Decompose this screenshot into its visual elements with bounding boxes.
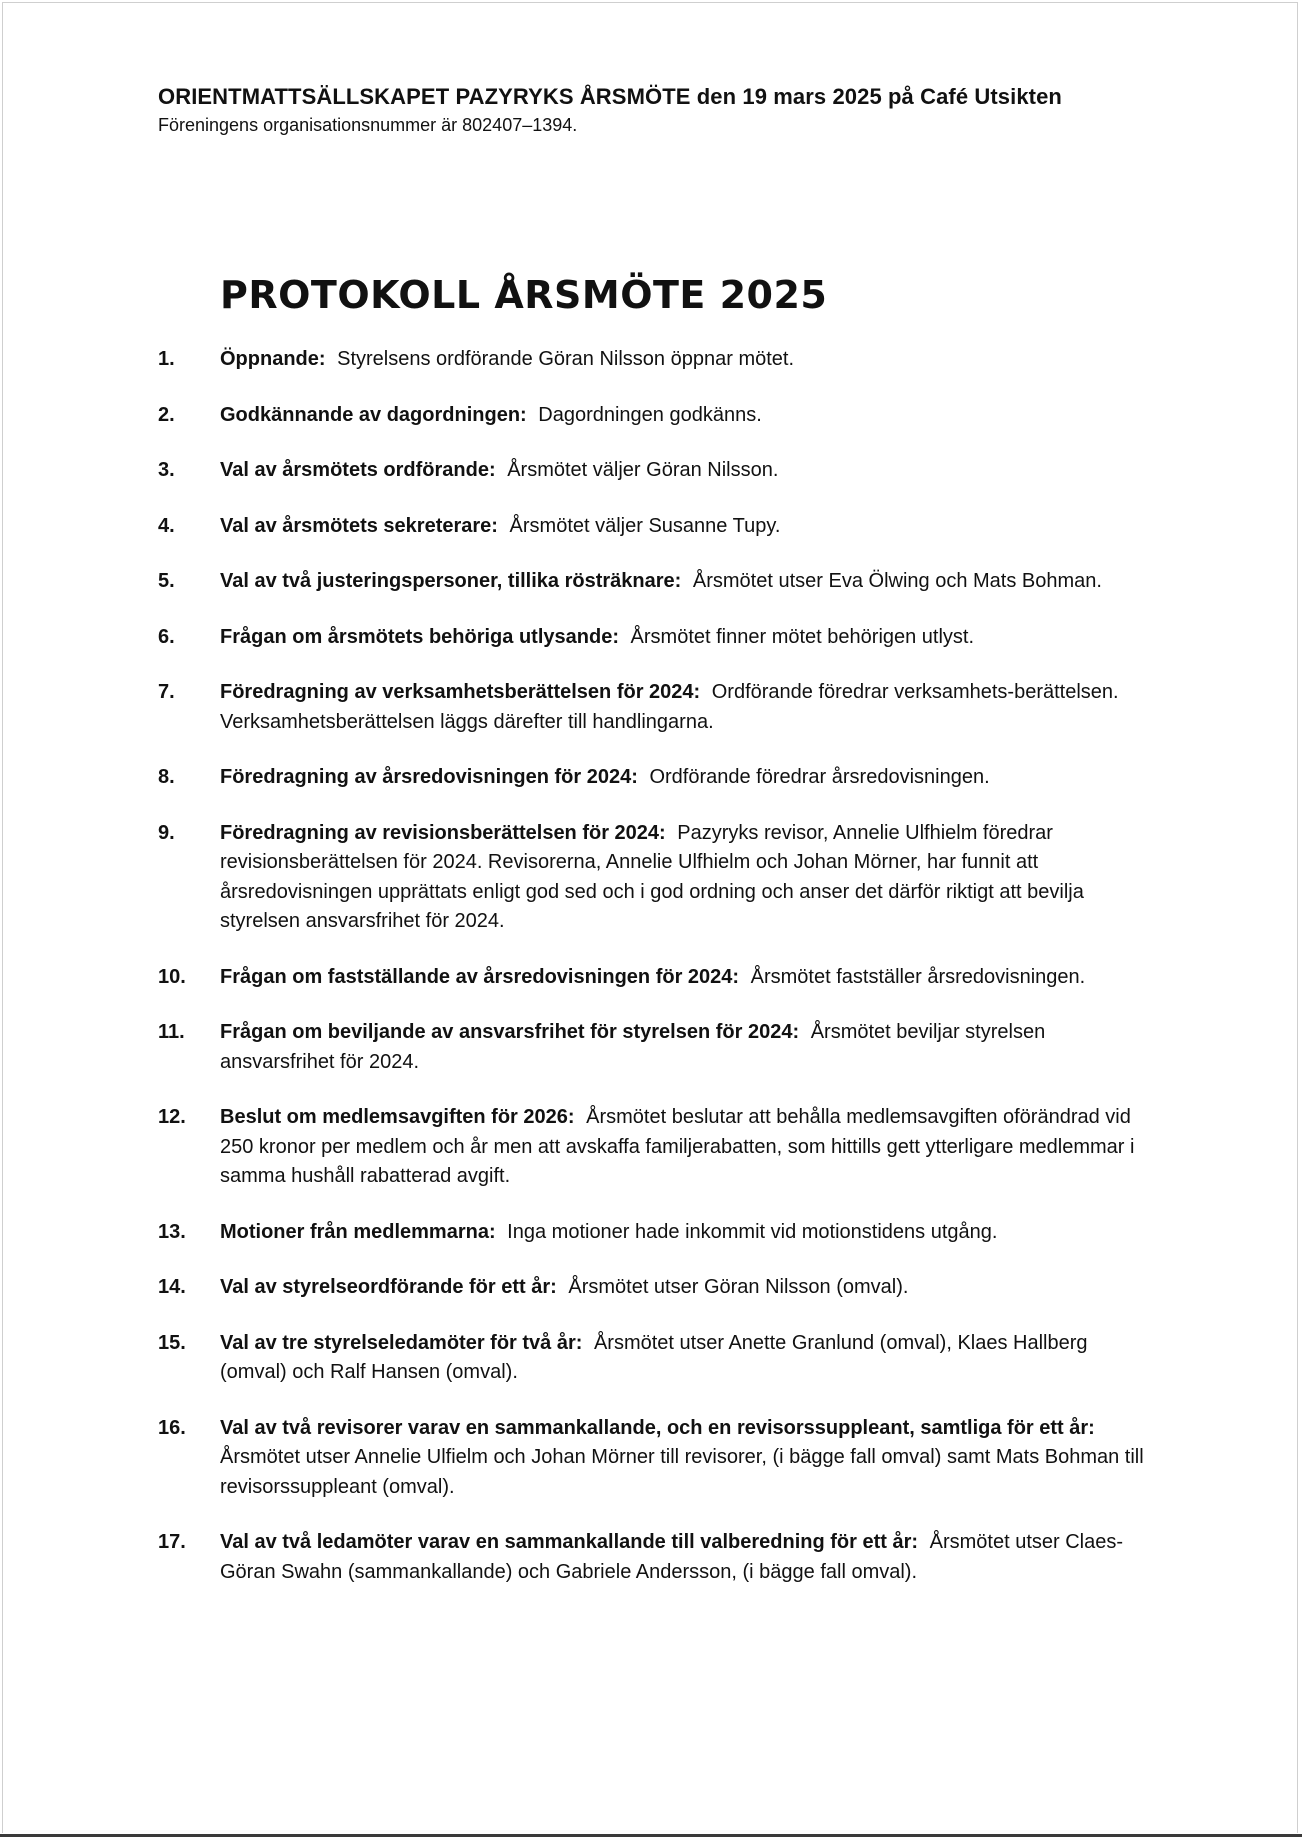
agenda-item-body <box>220 1018 1158 1077</box>
agenda-item-text: Årsmötet fastställer årsredovisningen. <box>750 965 1086 988</box>
agenda-item <box>158 1329 1158 1388</box>
agenda-item-heading: Föredragning av revisionsberättelsen för 2024: <box>220 821 666 844</box>
agenda-item-number: 15. <box>158 1331 186 1354</box>
agenda-item-text: Pazyryks revisor, Annelie Ulfhielm föredrar revisionsberättelsen för 2024. Revisorerna, Annelie Ulfhielm och Johan Mörner, har funnit att årsredovisningen upprättats enligt god sed och i god ordning och anser det därför riktigt att bevilja styrelsen ansvarsfrihet för 2024. <box>220 821 1084 932</box>
agenda-item-heading: Öppnande: <box>220 348 326 370</box>
agenda-item-body <box>220 1414 1158 1503</box>
agenda-item-number: 1. <box>158 348 175 370</box>
agenda-item-body <box>220 1218 1158 1248</box>
agenda-item-body <box>220 963 1158 993</box>
agenda-item <box>158 763 1158 793</box>
agenda-item-body <box>220 623 1158 653</box>
agenda-item-body <box>220 819 1158 937</box>
agenda-item-text: Ordförande föredrar årsredovisningen. <box>649 766 990 788</box>
agenda-item <box>158 1218 1158 1248</box>
agenda-item-number: 3. <box>158 459 175 481</box>
agenda-item-number: 12. <box>158 1106 186 1128</box>
agenda-item-body <box>220 512 1158 542</box>
agenda-item-heading: Val av två revisorer varav en sammankallande, och en revisorssuppleant, samtliga för ett år: <box>220 1416 1095 1439</box>
agenda-item <box>158 819 1158 937</box>
agenda-item-heading: Val av styrelseordförande för ett år: <box>220 1276 557 1298</box>
agenda-item-body <box>220 678 1158 737</box>
document-title: PROTOKOLL ÅRSMÖTE 2025 <box>220 273 828 317</box>
agenda-item-number: 10. <box>158 965 186 988</box>
agenda-item-body <box>220 345 1158 375</box>
agenda-item-heading: Val av två ledamöter varav en sammankallande till valberedning för ett år: <box>220 1531 919 1553</box>
agenda-item-heading: Beslut om medlemsavgiften för 2026: <box>220 1106 575 1128</box>
agenda-item-text: Styrelsens ordförande Göran Nilsson öppnar mötet. <box>337 348 795 370</box>
agenda-item-heading: Frågan om fastställande av årsredovisningen för 2024: <box>220 965 740 988</box>
agenda-item <box>158 401 1158 431</box>
agenda-item-heading: Föredragning av årsredovisningen för 2024: <box>220 766 638 788</box>
agenda-item-text: Inga motioner hade inkommit vid motionstidens utgång. <box>507 1220 998 1243</box>
agenda-item <box>158 512 1158 542</box>
agenda-item <box>158 1018 1158 1077</box>
agenda-item-text: Dagordningen godkänns. <box>538 403 762 426</box>
agenda-item-body <box>220 763 1158 793</box>
agenda-item-text: Årsmötet utser Göran Nilsson (omval). <box>568 1276 909 1298</box>
agenda-item-number: 14. <box>158 1276 186 1298</box>
agenda-item <box>158 963 1158 993</box>
agenda-item-number: 11. <box>158 1021 185 1043</box>
agenda-item-heading: Föredragning av verksamhetsberättelsen för 2024: <box>220 681 701 703</box>
agenda-item-body <box>220 1273 1158 1303</box>
agenda-item-heading: Frågan om årsmötets behöriga utlysande: <box>220 625 619 648</box>
document-header <box>158 82 1158 138</box>
agenda-item-text: Årsmötet utser Eva Ölwing och Mats Bohman. <box>692 570 1102 592</box>
agenda-item-body <box>220 1103 1158 1192</box>
agenda-list <box>158 345 1158 1613</box>
agenda-item-heading: Val av årsmötets ordförande: <box>220 459 496 481</box>
agenda-item-text: Årsmötet utser Annelie Ulfielm och Johan Mörner till revisorer, (i bägge fall omval) samt Mats Bohman till revisorssuppleant (omval). <box>220 1446 1144 1498</box>
agenda-item-body <box>220 567 1158 597</box>
agenda-item-text: Årsmötet väljer Susanne Tupy. <box>509 514 781 537</box>
agenda-item-number: 6. <box>158 625 175 648</box>
agenda-item <box>158 456 1158 486</box>
agenda-item-text: Årsmötet utser Anette Granlund (omval), Klaes Hallberg (omval) och Ralf Hansen (omval). <box>220 1331 1088 1383</box>
agenda-item-heading: Frågan om beviljande av ansvarsfrihet för styrelsen för 2024: <box>220 1021 800 1043</box>
agenda-item <box>158 678 1158 737</box>
agenda-item-text: Ordförande föredrar verksamhets-berättelsen. Verksamhetsberättelsen läggs därefter till handlingarna. <box>220 681 1119 733</box>
agenda-item-number: 7. <box>158 681 175 703</box>
agenda-item <box>158 345 1158 375</box>
agenda-item-heading: Val av tre styrelseledamöter för två år: <box>220 1331 583 1354</box>
agenda-item-body <box>220 456 1158 486</box>
page-bottom-edge <box>0 1834 1302 1837</box>
agenda-item-text: Årsmötet finner mötet behörigen utlyst. <box>630 625 975 648</box>
agenda-item-number: 13. <box>158 1220 186 1243</box>
agenda-item-text: Årsmötet beviljar styrelsen ansvarsfrihet för 2024. <box>220 1021 1046 1073</box>
agenda-item-body <box>220 1528 1158 1587</box>
agenda-item-text: Årsmötet väljer Göran Nilsson. <box>507 459 779 481</box>
agenda-item <box>158 1273 1158 1303</box>
agenda-item <box>158 623 1158 653</box>
agenda-item-number: 16. <box>158 1416 186 1439</box>
agenda-item-number: 8. <box>158 766 175 788</box>
agenda-item-text: Årsmötet beslutar att behålla medlemsavgiften oförändrad vid 250 kronor per medlem och år men att avskaffa familjerabatten, som hittills gett ytterligare medlemmar i samma hushåll rabatterad avgift. <box>220 1106 1135 1187</box>
agenda-item-number: 9. <box>158 821 175 844</box>
agenda-item-number: 2. <box>158 403 175 426</box>
agenda-item <box>158 1414 1158 1503</box>
agenda-item-body <box>220 401 1158 431</box>
organization-number: Föreningens organisationsnummer är 802407–1394. <box>158 115 578 135</box>
agenda-item <box>158 1528 1158 1587</box>
agenda-item-heading: Val av årsmötets sekreterare: <box>220 514 498 537</box>
agenda-item-text: Årsmötet utser Claes-Göran Swahn (sammankallande) och Gabriele Andersson, (i bägge fall omval). <box>220 1531 1124 1583</box>
agenda-item-number: 5. <box>158 570 175 592</box>
agenda-item-heading: Godkännande av dagordningen: <box>220 403 527 426</box>
agenda-item-heading: Motioner från medlemmarna: <box>220 1220 496 1243</box>
agenda-item-number: 17. <box>158 1531 186 1553</box>
agenda-item <box>158 1103 1158 1192</box>
header-title: ORIENTMATTSÄLLSKAPET PAZYRYKS ÅRSMÖTE den 19 mars 2025 på Café Utsikten <box>158 84 1062 109</box>
agenda-item-heading: Val av två justeringspersoner, tillika rösträknare: <box>220 570 682 592</box>
agenda-item <box>158 567 1158 597</box>
agenda-item-body <box>220 1329 1158 1388</box>
agenda-item-number: 4. <box>158 514 175 537</box>
